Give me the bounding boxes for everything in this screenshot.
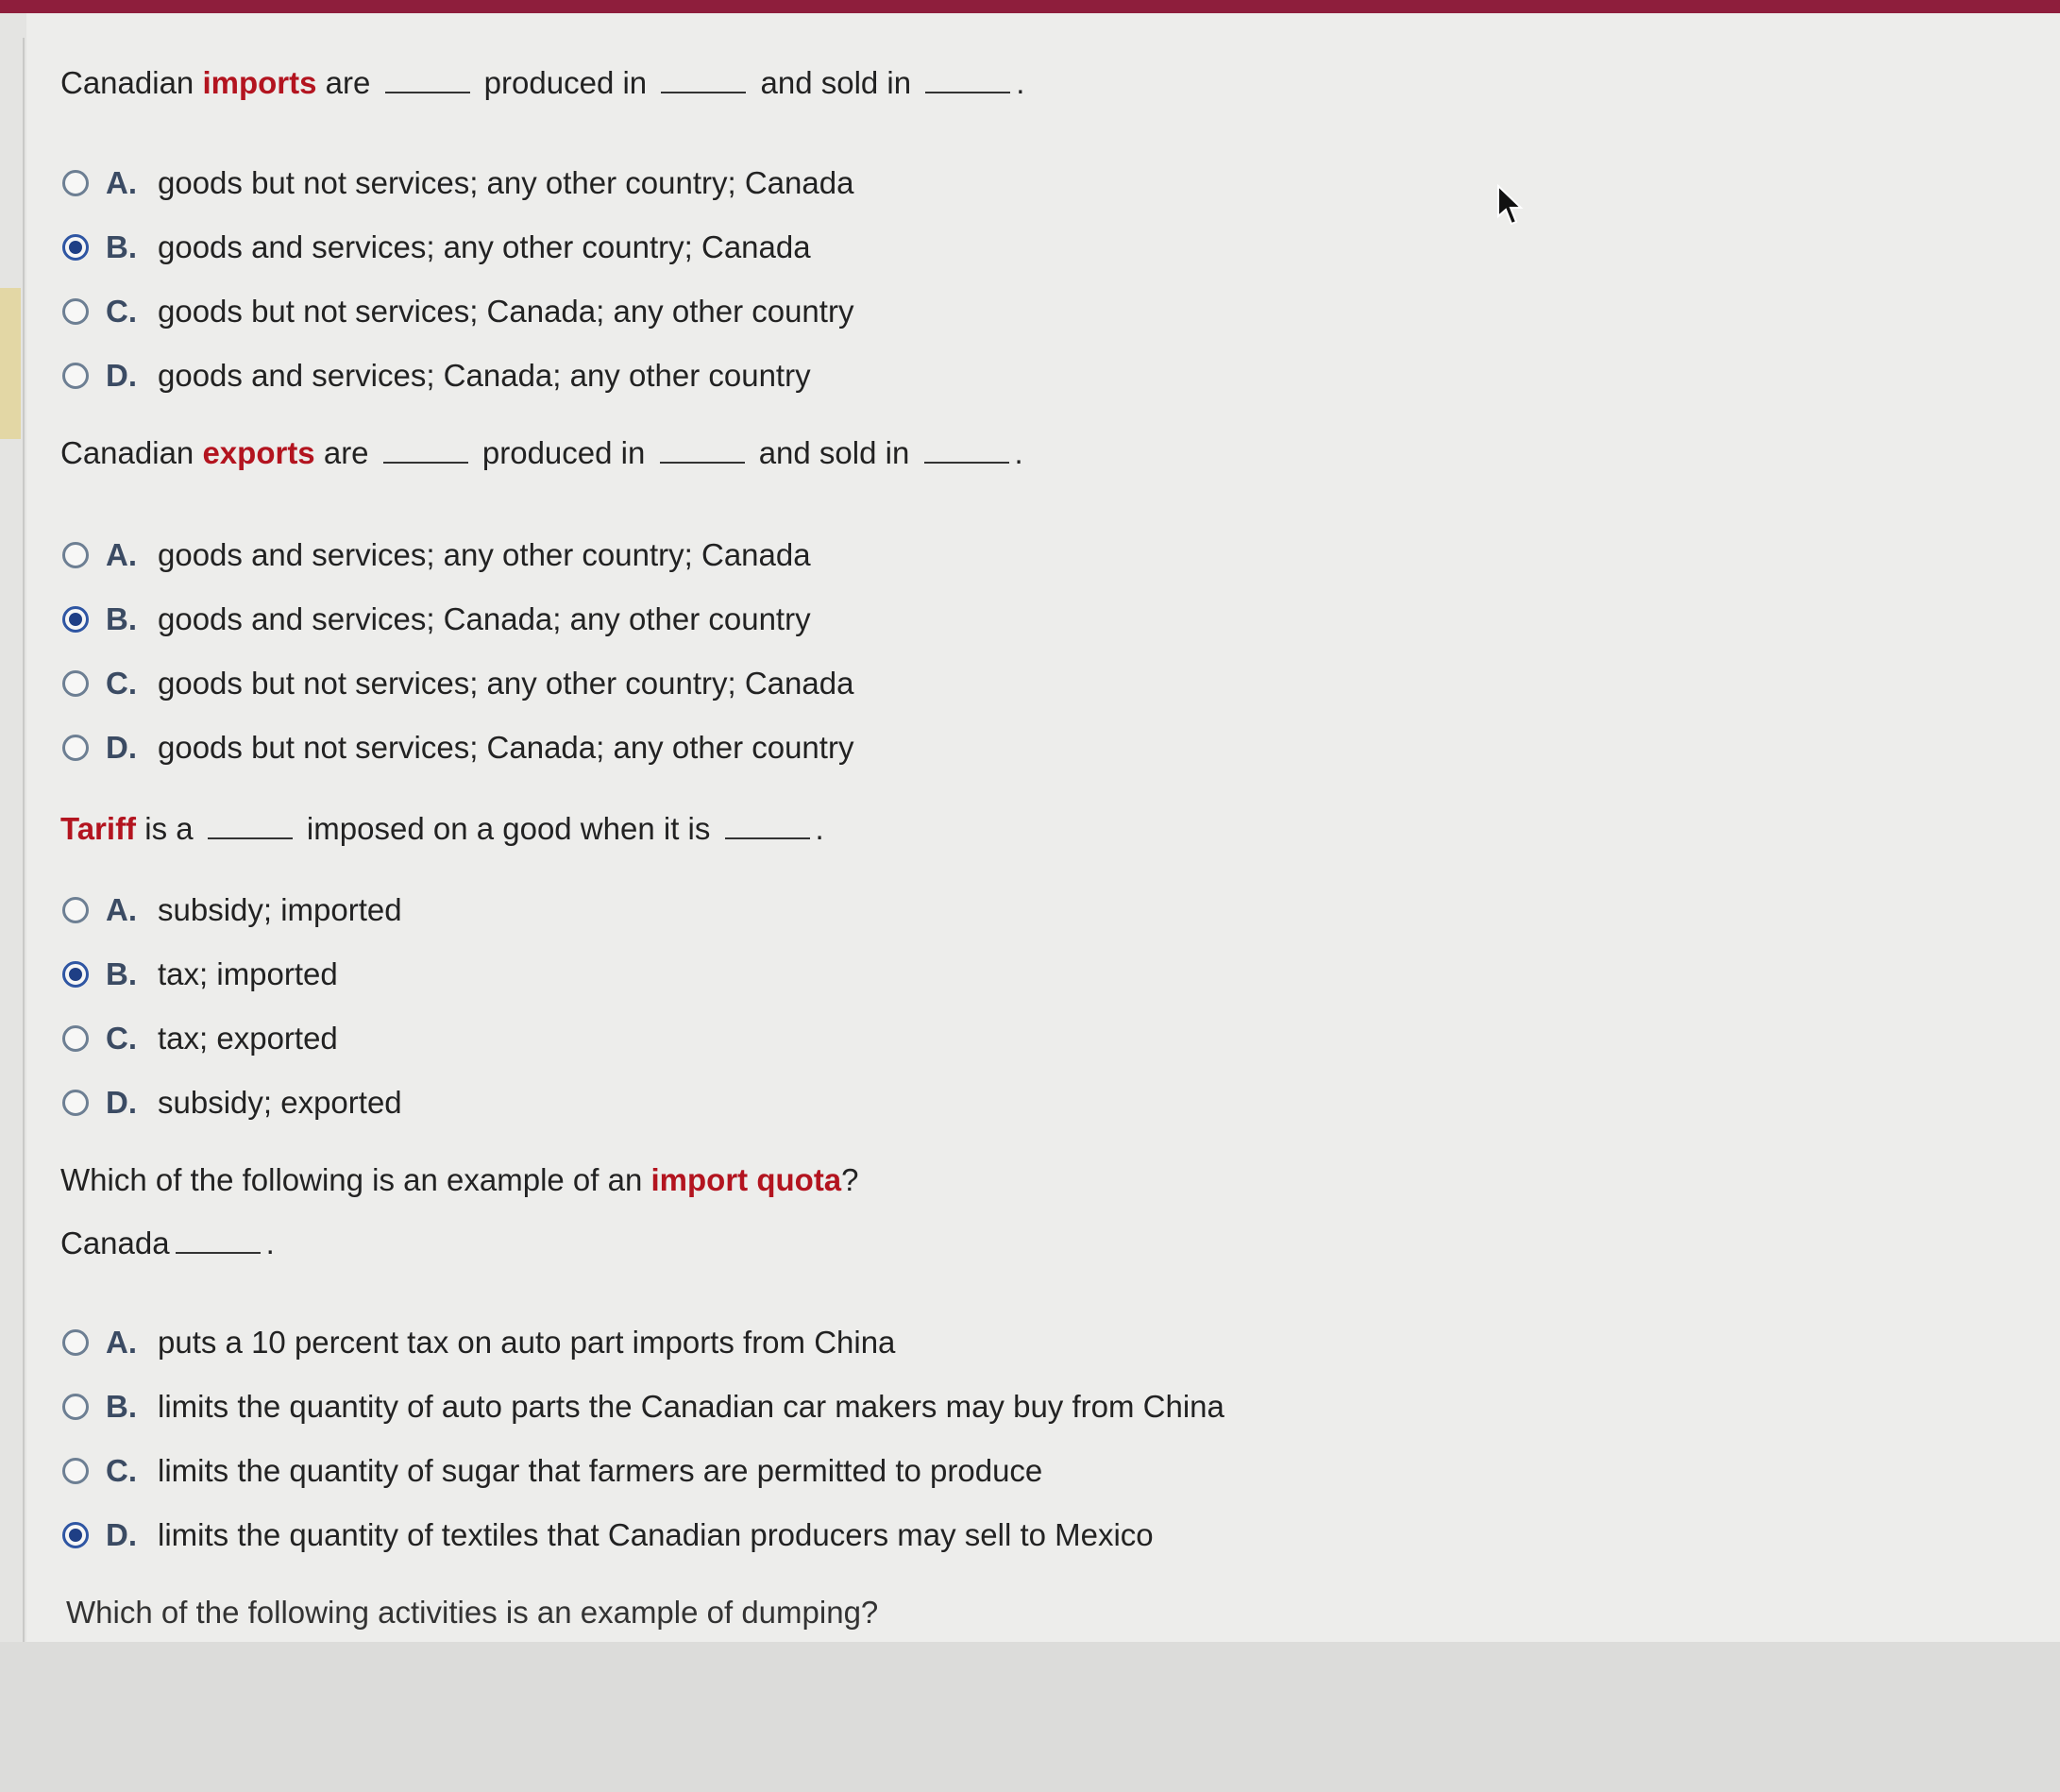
blank [383,437,468,464]
question-tariff: Tariff is a imposed on a good when it is . [60,811,824,846]
option-b[interactable]: B. goods and services; Canada; any other country [62,587,853,651]
radio-button-selected[interactable] [62,234,89,261]
option-c[interactable]: C. goods but not services; any other country; Canada [62,651,853,716]
term-imports: imports [202,65,317,100]
options-import-quota [62,1310,1224,1567]
blank [924,437,1009,464]
radio-button[interactable] [62,1458,89,1484]
blank [176,1227,261,1254]
radio-button-selected[interactable] [62,606,89,633]
option-b[interactable]: B. limits the quantity of auto parts the Canadian car makers may buy from China [62,1375,1224,1439]
radio-button[interactable] [62,298,89,325]
bottom-strip [0,1642,2060,1792]
radio-button[interactable] [62,1090,89,1116]
next-question-cut-off [66,1594,878,1607]
option-a[interactable]: A. goods but not services; any other country; Canada [62,151,853,215]
question-import-quota-stem: Canada . [60,1226,275,1260]
option-c[interactable]: C. goods but not services; Canada; any other country [62,279,853,344]
option-d[interactable]: D. limits the quantity of textiles that Canadian producers may sell to Mexico [62,1503,1224,1567]
option-d[interactable]: D. subsidy; exported [62,1071,402,1135]
radio-button[interactable] [62,363,89,389]
question-exports: Canadian exports are produced in and sold in . [60,435,1023,470]
radio-button[interactable] [62,1329,89,1356]
option-c[interactable]: C. tax; exported [62,1006,402,1071]
options-tariff [62,878,402,1135]
option-a[interactable]: A. goods and services; any other country; Canada [62,523,853,587]
question-imports: Canadian imports are produced in and sold in . [60,65,1025,100]
left-accent-bar [0,288,21,439]
blank [385,67,470,93]
option-c[interactable]: C. limits the quantity of sugar that farmers are permitted to produce [62,1439,1224,1503]
question-import-quota: Which of the following is an example of an import quota? [60,1162,859,1197]
radio-button-selected[interactable] [62,1522,89,1548]
option-d[interactable]: D. goods and services; Canada; any other country [62,344,853,408]
radio-button[interactable] [62,542,89,568]
blank [725,813,810,839]
radio-button[interactable] [62,735,89,761]
term-exports: exports [202,435,315,470]
radio-button-selected[interactable] [62,961,89,988]
top-bar [0,0,2060,13]
term-import-quota: import quota [650,1162,842,1197]
mouse-cursor-icon [1496,184,1525,228]
radio-button[interactable] [62,170,89,196]
term-tariff: Tariff [60,811,137,846]
radio-button[interactable] [62,1394,89,1420]
blank [661,67,746,93]
blank [660,437,745,464]
options-exports [62,523,853,780]
left-border [23,38,25,1643]
option-b[interactable]: B. goods and services; any other country; Canada [62,215,853,279]
option-b[interactable]: B. tax; imported [62,942,402,1006]
options-imports [62,151,853,408]
blank [925,67,1010,93]
radio-button[interactable] [62,1025,89,1052]
blank [208,813,293,839]
option-a[interactable]: A. subsidy; imported [62,878,402,942]
option-a[interactable]: A. puts a 10 percent tax on auto part imports from China [62,1310,1224,1375]
option-d[interactable]: D. goods but not services; Canada; any other country [62,716,853,780]
radio-button[interactable] [62,897,89,923]
radio-button[interactable] [62,670,89,697]
